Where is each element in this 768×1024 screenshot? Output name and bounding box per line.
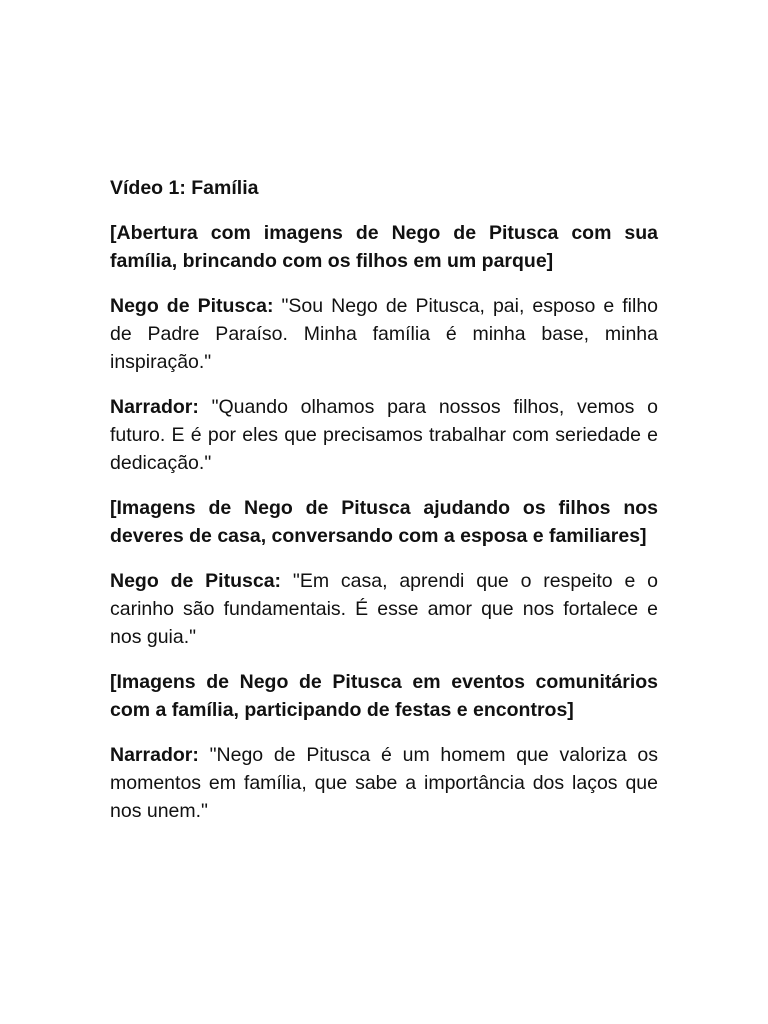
dialogue-text: "Sou Nego de Pitusca, pai, esposo e filho de Padre Paraíso. Minha família é minha base, minha inspiração."	[110, 295, 659, 373]
document-title: Vídeo 1: Família	[110, 177, 259, 199]
document-page	[110, 174, 658, 842]
stage-direction	[110, 219, 658, 275]
stage-direction	[110, 494, 658, 550]
stage-direction-text: [Imagens de Nego de Pitusca ajudando os filhos nos deveres de casa, conversando com a esposa e familiares]	[110, 497, 658, 547]
stage-direction-text: [Imagens de Nego de Pitusca em eventos comunitários com a família, participando de festas e encontros]	[110, 671, 658, 721]
dialogue-line	[110, 292, 658, 376]
dialogue-text: "Nego de Pitusca é um homem que valoriza os momentos em família, que sabe a importância dos laços que nos unem."	[110, 744, 659, 822]
speaker-label: Nego de Pitusca:	[110, 570, 282, 592]
dialogue-text: "Em casa, aprendi que o respeito e o carinho são fundamentais. É esse amor que nos fortalece e nos guia."	[110, 570, 659, 648]
speaker-label: Narrador:	[110, 396, 199, 418]
speaker-label: Narrador:	[110, 744, 199, 766]
dialogue-text: "Quando olhamos para nossos filhos, vemos o futuro. E é por eles que precisamos trabalhar com seriedade e dedicação."	[110, 396, 659, 474]
stage-direction	[110, 668, 658, 724]
dialogue-line	[110, 567, 658, 651]
dialogue-line	[110, 741, 658, 825]
dialogue-line	[110, 393, 658, 477]
speaker-label: Nego de Pitusca:	[110, 295, 274, 317]
stage-direction-text: [Abertura com imagens de Nego de Pitusca com sua família, brincando com os filhos em um parque]	[110, 222, 658, 272]
